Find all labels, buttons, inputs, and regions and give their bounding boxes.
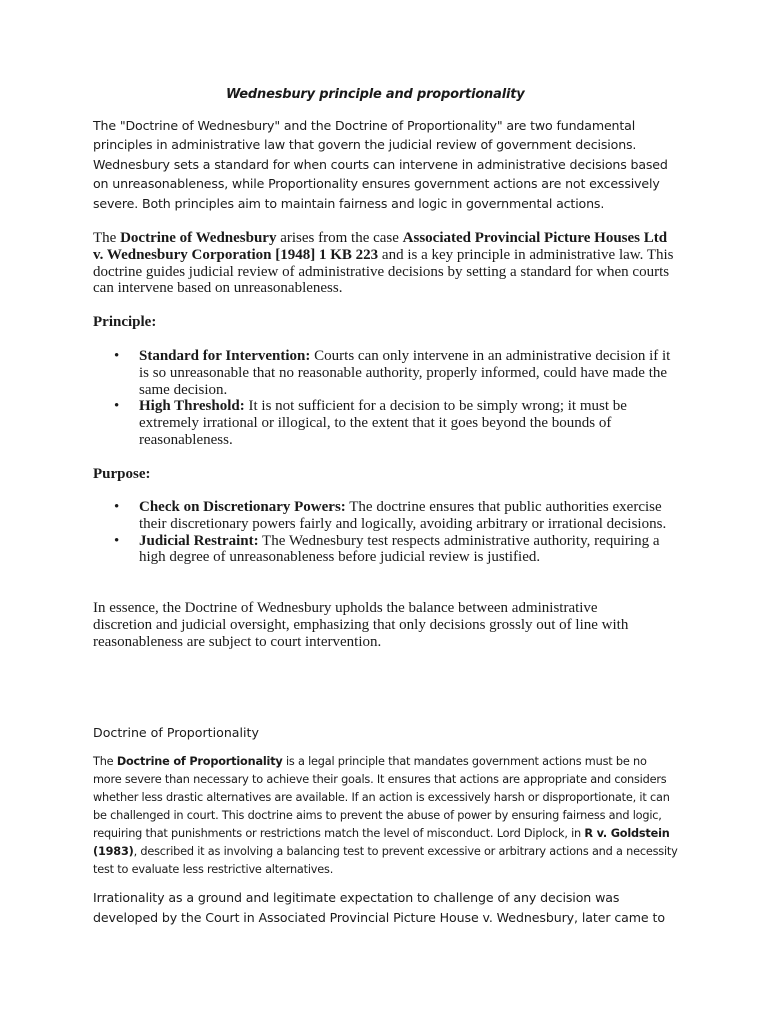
- list-item: • High Threshold: It is not sufficient for a decision to be simply wrong; it must be extremely irrational or illogical, to the extent that it goes beyond the bounds of reasonableness.: [93, 398, 678, 448]
- irrationality-paragraph: Irrationality as a ground and legitimate expectation to challenge of any decision was developed by the Court in Associated Provincial Picture House v. Wednesbury, later came to: [93, 890, 665, 925]
- case-citation: R v. Goldstein (1983): [93, 827, 670, 858]
- document-title: Wednesbury principle and proportionality: [226, 87, 525, 102]
- purpose-list: [93, 499, 683, 566]
- principle-heading: Principle:: [93, 314, 157, 330]
- list-item: • Judicial Restraint: The Wednesbury test respects administrative authority, requiring a high degree of unreasonableness before judicial review is justified.: [93, 533, 683, 567]
- list-item: • Check on Discretionary Powers: The doctrine ensures that public authorities exercise their discretionary powers fairly and logically, avoiding arbitrary or irrational decisions.: [93, 499, 683, 533]
- case-citation: Associated Provincial Picture Houses Ltd v. Wednesbury Corporation [1948] 1 KB 223: [93, 230, 668, 263]
- proportionality-heading: Doctrine of Proportionality: [93, 725, 259, 740]
- doctrine-term: Doctrine of Proportionality: [116, 755, 283, 768]
- purpose-heading: Purpose:: [93, 466, 151, 482]
- doctrine-term: Doctrine of Wednesbury: [120, 230, 277, 246]
- essence-paragraph: In essence, the Doctrine of Wednesbury upholds the balance between administrative discretion and judicial oversight, emphasizing that only decisions grossly out of line with reasonableness are subject to court intervention.: [93, 600, 629, 650]
- principle-list: [93, 348, 678, 449]
- proportionality-paragraph: The Doctrine of Proportionality is a legal principle that mandates government actions must be no more severe than necessary to achieve their goals. It ensures that actions are appropriate and considers whether less drastic alternatives are available. If an action is excessively harsh or disproportionate, it can be challenged in court. This doctrine aims to prevent the abuse of power by ensuring fairness and logic, requiring that punishments or restrictions match the level of misconduct. Lord Diplock, in R v. Goldstein (1983), described it as involving a balancing test to prevent excessive or arbitrary actions and a necessity test to evaluate less restrictive alternatives.: [93, 755, 678, 876]
- list-item: • Standard for Intervention: Courts can only intervene in an administrative decision if it is so unreasonable that no reasonable authority, properly informed, could have made the same decision.: [93, 348, 678, 398]
- wednesbury-paragraph: The Doctrine of Wednesbury arises from the case Associated Provincial Picture Houses Ltd v. Wednesbury Corporation [1948] 1 KB 223 and is a key principle in administrative law. This doctrine guides judicial review of administrative decisions by setting a standard for when courts can intervene based on unreasonableness.: [93, 230, 674, 297]
- intro-paragraph: The "Doctrine of Wednesbury" and the Doctrine of Proportionality" are two fundamental principles in administrative law that govern the judicial review of government decisions. Wednesbury sets a standard for when courts can intervene in administrative decisions based on unreasonableness, while Proportionality ensures government actions are not excessively severe. Both principles aim to maintain fairness and logic in governmental actions.: [93, 118, 668, 211]
